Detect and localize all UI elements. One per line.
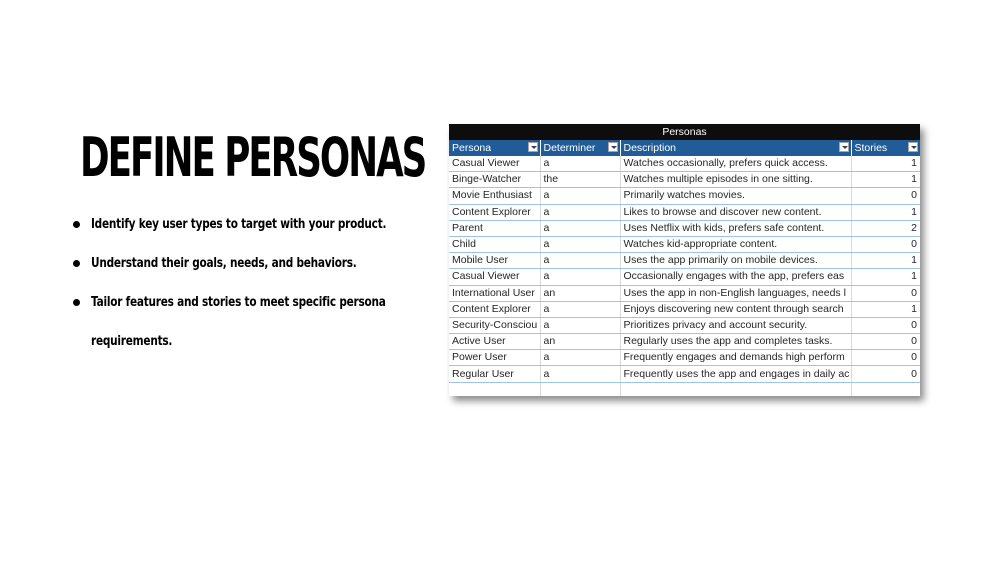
cell-description[interactable]: Prioritizes privacy and account security. xyxy=(620,317,851,333)
empty-cell[interactable] xyxy=(851,382,920,396)
bullet-dot-icon xyxy=(73,260,80,267)
cell-stories[interactable]: 1 xyxy=(851,172,920,188)
cell-determiner[interactable]: a xyxy=(540,236,620,252)
personas-table xyxy=(449,140,920,396)
table-row xyxy=(449,172,920,188)
cell-description[interactable]: Regularly uses the app and completes tasks. xyxy=(620,334,851,350)
cell-determiner[interactable]: a xyxy=(540,317,620,333)
table-row xyxy=(449,301,920,317)
cell-stories[interactable]: 2 xyxy=(851,220,920,236)
cell-description[interactable]: Watches occasionally, prefers quick access. xyxy=(620,156,851,172)
cell-description[interactable]: Primarily watches movies. xyxy=(620,188,851,204)
cell-stories[interactable]: 0 xyxy=(851,236,920,252)
cell-stories[interactable]: 0 xyxy=(851,285,920,301)
cell-determiner[interactable]: an xyxy=(540,285,620,301)
cell-description[interactable]: Watches multiple episodes in one sitting. xyxy=(620,172,851,188)
table-title: Personas xyxy=(449,124,920,140)
cell-description[interactable]: Enjoys discovering new content through search xyxy=(620,301,851,317)
cell-description[interactable]: Uses the app in non-English languages, needs l xyxy=(620,285,851,301)
cell-determiner[interactable]: an xyxy=(540,334,620,350)
cell-determiner[interactable]: a xyxy=(540,253,620,269)
table-row xyxy=(449,334,920,350)
cell-description[interactable]: Uses the app primarily on mobile devices. xyxy=(620,253,851,269)
bullet-text: Tailor features and stories to meet specific persona requirements. xyxy=(91,294,386,349)
cell-persona[interactable]: Child xyxy=(449,236,540,252)
cell-persona[interactable]: Casual Viewer xyxy=(449,269,540,285)
cell-determiner[interactable]: a xyxy=(540,220,620,236)
cell-persona[interactable]: Mobile User xyxy=(449,253,540,269)
cell-stories[interactable]: 1 xyxy=(851,156,920,172)
cell-description[interactable]: Frequently engages and demands high perform xyxy=(620,350,851,366)
bullet-dot-icon xyxy=(73,221,80,228)
cell-determiner[interactable]: a xyxy=(540,156,620,172)
empty-cell[interactable] xyxy=(540,382,620,396)
cell-determiner[interactable]: a xyxy=(540,301,620,317)
cell-stories[interactable]: 0 xyxy=(851,188,920,204)
table-row xyxy=(449,236,920,252)
cell-determiner[interactable]: a xyxy=(540,269,620,285)
empty-cell[interactable] xyxy=(449,382,540,396)
cell-persona[interactable]: Regular User xyxy=(449,366,540,382)
table-header-row xyxy=(449,140,920,156)
cell-persona[interactable]: Parent xyxy=(449,220,540,236)
table-row xyxy=(449,253,920,269)
cell-persona[interactable]: Content Explorer xyxy=(449,204,540,220)
personas-table-screenshot xyxy=(449,124,920,396)
table-row xyxy=(449,156,920,172)
cell-persona[interactable]: Content Explorer xyxy=(449,301,540,317)
cell-persona[interactable]: Active User xyxy=(449,334,540,350)
table-row xyxy=(449,366,920,382)
table-row xyxy=(449,350,920,366)
filter-dropdown-icon[interactable] xyxy=(839,142,849,152)
cell-persona[interactable]: Security-Consciou xyxy=(449,317,540,333)
cell-determiner[interactable]: a xyxy=(540,366,620,382)
cell-stories[interactable]: 1 xyxy=(851,204,920,220)
table-row xyxy=(449,285,920,301)
cell-stories[interactable]: 1 xyxy=(851,269,920,285)
filter-dropdown-icon[interactable] xyxy=(528,142,538,152)
table-row xyxy=(449,188,920,204)
cell-description[interactable]: Frequently uses the app and engages in daily ac xyxy=(620,366,851,382)
cell-determiner[interactable]: the xyxy=(540,172,620,188)
cell-persona[interactable]: Movie Enthusiast xyxy=(449,188,540,204)
cell-stories[interactable]: 1 xyxy=(851,253,920,269)
column-header-label: Stories xyxy=(854,142,888,154)
cell-persona[interactable]: Power User xyxy=(449,350,540,366)
cell-stories[interactable]: 0 xyxy=(851,350,920,366)
table-row xyxy=(449,269,920,285)
bullet-text: Understand their goals, needs, and behaviors. xyxy=(91,255,357,271)
column-header-persona xyxy=(449,140,540,156)
cell-description[interactable]: Occasionally engages with the app, prefers eas xyxy=(620,269,851,285)
cell-stories[interactable]: 0 xyxy=(851,317,920,333)
bullet-list xyxy=(70,205,415,361)
empty-cell[interactable] xyxy=(620,382,851,396)
bullet-item xyxy=(70,244,415,283)
cell-description[interactable]: Likes to browse and discover new content. xyxy=(620,204,851,220)
filter-dropdown-icon[interactable] xyxy=(608,142,618,152)
column-header-description xyxy=(620,140,851,156)
cell-determiner[interactable]: a xyxy=(540,188,620,204)
bullet-dot-icon xyxy=(73,299,80,306)
cell-description[interactable]: Uses Netflix with kids, prefers safe content. xyxy=(620,220,851,236)
slide-title: DEFINE PERSONAS xyxy=(80,126,426,189)
table-row xyxy=(449,204,920,220)
cell-stories[interactable]: 1 xyxy=(851,301,920,317)
cell-determiner[interactable]: a xyxy=(540,204,620,220)
column-header-label: Description xyxy=(623,142,677,154)
column-header-determiner xyxy=(540,140,620,156)
bullet-text: Identify key user types to target with your product. xyxy=(91,216,387,232)
column-header-label: Determiner xyxy=(543,142,596,154)
filter-dropdown-icon[interactable] xyxy=(908,142,918,152)
bullet-item xyxy=(70,205,415,244)
column-header-label: Persona xyxy=(452,142,492,154)
cell-description[interactable]: Watches kid-appropriate content. xyxy=(620,236,851,252)
column-header-stories xyxy=(851,140,920,156)
table-row xyxy=(449,220,920,236)
cell-persona[interactable]: Binge-Watcher xyxy=(449,172,540,188)
table-row xyxy=(449,317,920,333)
cell-stories[interactable]: 0 xyxy=(851,334,920,350)
cell-determiner[interactable]: a xyxy=(540,350,620,366)
cell-persona[interactable]: Casual Viewer xyxy=(449,156,540,172)
cell-stories[interactable]: 0 xyxy=(851,366,920,382)
empty-row xyxy=(449,382,920,396)
bullet-item xyxy=(70,283,415,361)
cell-persona[interactable]: International User xyxy=(449,285,540,301)
